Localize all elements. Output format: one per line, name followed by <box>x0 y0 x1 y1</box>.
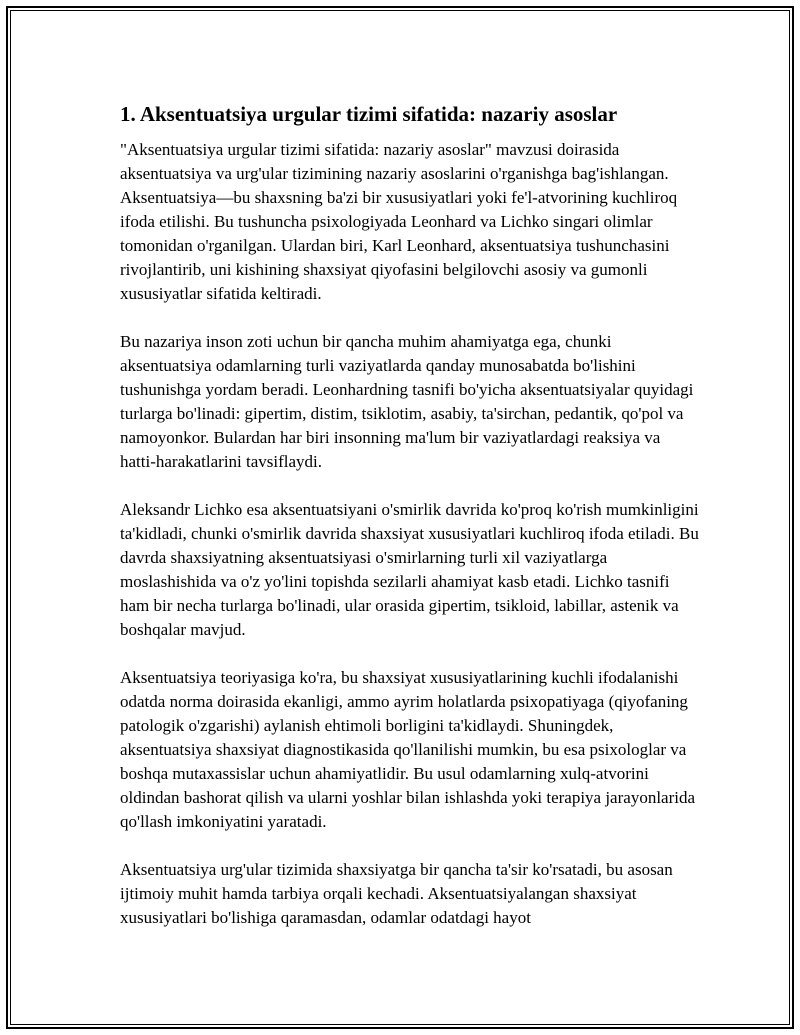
document-content <box>120 100 700 954</box>
paragraph-5: Aksentuatsiya urg'ular tizimida shaxsiyatga bir qancha ta'sir ko'rsatadi, bu asosan ijtimoiy muhit hamda tarbiya orqali kechadi. Aksentuatsiyalangan shaxsiyat xususiyatlari bo'lishiga qaramasdan, odamlar odatdagi hayot <box>120 860 673 927</box>
paragraph-4: Aksentuatsiya teoriyasiga ko'ra, bu shaxsiyat xususiyatlarining kuchli ifodalanishi odatda norma doirasida ekanligi, ammo ayrim holatlarda psixopatiyaga (qiyofaning patologik o'zgarishi) aylanish ehtimoli borligini ta'kidlaydi. Shuningdek, aksentuatsiya shaxsiyat diagnostikasida qo'llanilishi mumkin, bu esa psixologlar va boshqa mutaxassislar uchun ahamiyatlidir. Bu usul odamlarning xulq-atvorini oldindan bashorat qilish va ularni yoshlar bilan ishlashda yoki terapiya jarayonlarida qo'llash imkoniyatini yaratadi. <box>120 668 696 831</box>
section-heading: 1. Aksentuatsiya urgular tizimi sifatida: nazariy asoslar <box>120 102 618 126</box>
paragraph-3: Aleksandr Lichko esa aksentuatsiyani o'smirlik davrida ko'proq ko'rish mumkinligini ta'kidladi, chunki o'smirlik davrida shaxsiyat xususiyatlari kuchliroq ifoda etiladi. Bu davrda shaxsiyatning aksentuatsiyasi o'smirlarning turli xil vaziyatlarga moslashishida va o'z yo'lini topishda sezilarli ahamiyat kasb etadi. Lichko tasnifi ham bir necha turlarga bo'linadi, ular orasida gipertim, tsikloid, labillar, astenik va boshqalar mavjud. <box>120 500 699 639</box>
paragraph-1: "Aksentuatsiya urgular tizimi sifatida: nazariy asoslar" mavzusi doirasida aksentuatsiya va urg'ular tizimining nazariy asoslarini o'rganishga bag'ishlangan. Aksentuatsiya—bu shaxsning ba'zi bir xususiyatlari yoki fe'l-atvorining kuchliroq ifoda etilishi. Bu tushuncha psixologiyada Leonhard va Lichko singari olimlar tomonidan o'rganilgan. Ulardan biri, Karl Leonhard, aksentuatsiya tushunchasini rivojlantirib, uni kishining shaxsiyat qiyofasini belgilovchi asosiy va gumonli xususiyatlar sifatida keltiradi. <box>120 140 678 303</box>
paragraph-2: Bu nazariya inson zoti uchun bir qancha muhim ahamiyatga ega, chunki aksentuatsiya odamlarning turli vaziyatlarda qanday munosabatda bo'lishini tushunishga yordam beradi. Leonhardning tasnifi bo'yicha aksentuatsiyalar quyidagi turlarga bo'linadi: gipertim, distim, tsiklotim, asabiy, ta'sirchan, pedantik, qo'pol va namoyonkor. Bulardan har biri insonning ma'lum bir vaziyatlardagi reaksiya va hatti-harakatlarini tavsiflaydi. <box>120 332 694 471</box>
document-page <box>6 6 794 1029</box>
